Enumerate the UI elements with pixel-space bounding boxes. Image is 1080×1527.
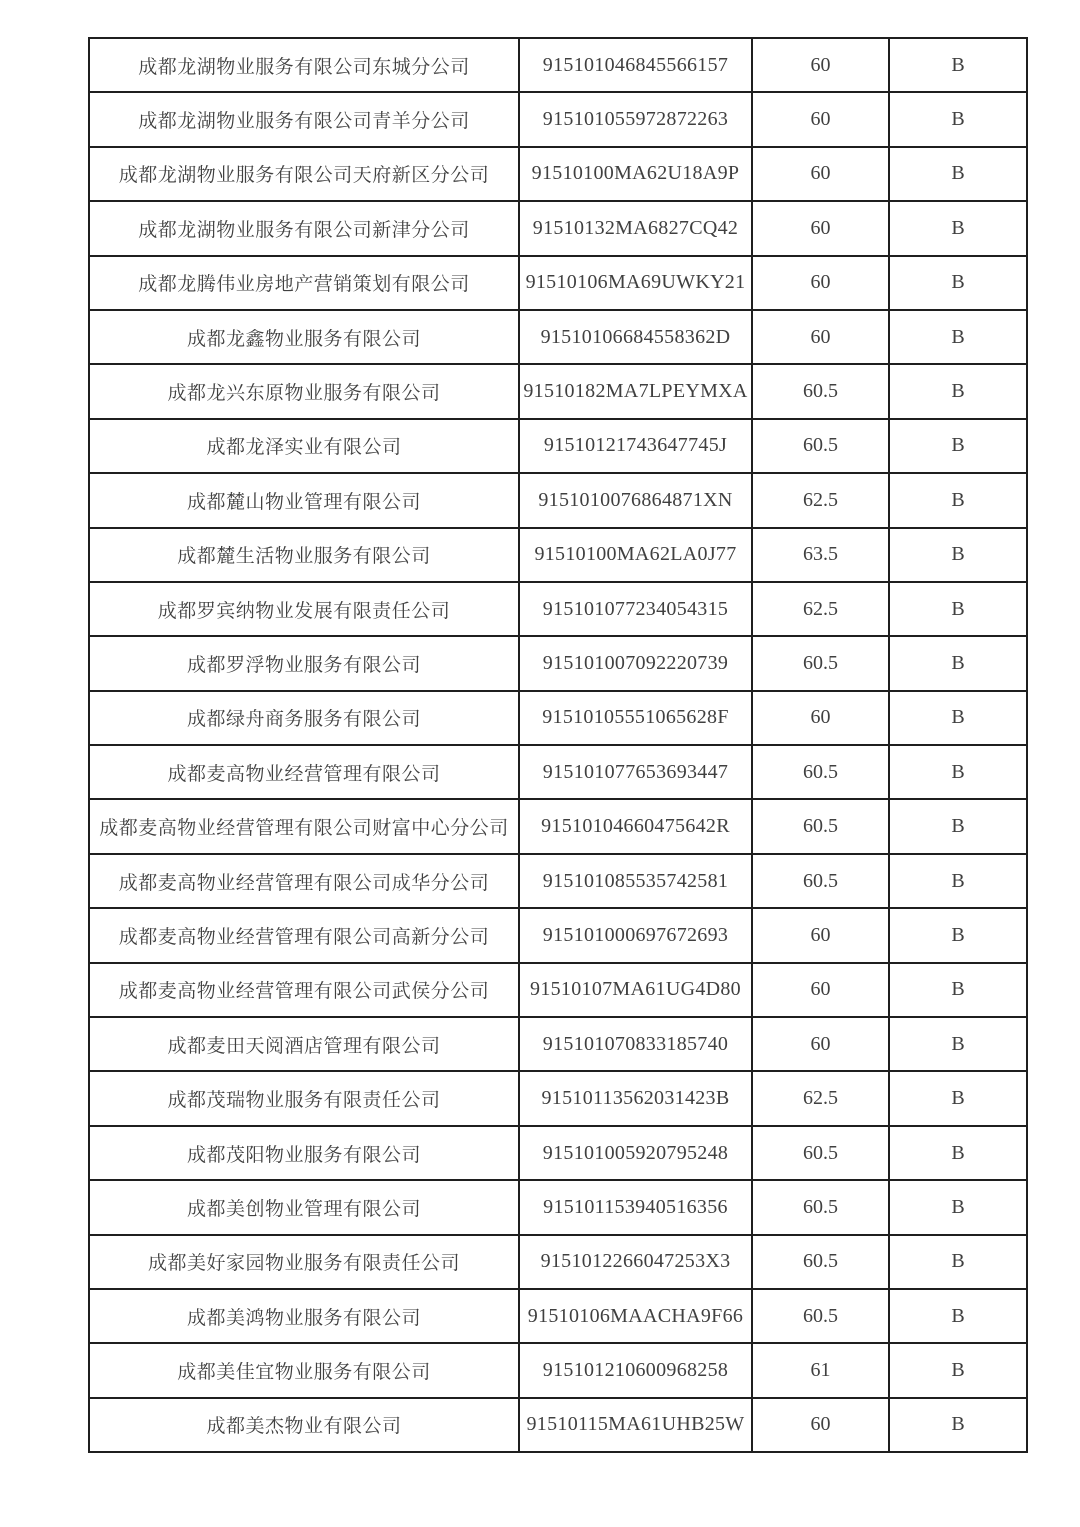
grade-cell: B xyxy=(951,380,965,403)
score-cell: 60 xyxy=(753,148,890,200)
grade-cell: B xyxy=(951,1250,965,1273)
credit-code-cell: 915101077234054315 xyxy=(520,583,753,635)
table-row xyxy=(90,1236,1026,1290)
score-cell: 60.5 xyxy=(753,365,890,417)
table-row xyxy=(90,420,1026,474)
credit-code-cell: 91510100MA62LA0J77 xyxy=(520,529,753,581)
credit-code-cell: 91510113562031423B xyxy=(520,1072,753,1124)
credit-code-cell: 915101000697672693 xyxy=(520,909,753,961)
score-cell: 60 xyxy=(753,202,890,254)
table-row xyxy=(90,1018,1026,1072)
table-row xyxy=(90,1344,1026,1398)
credit-code-cell: 915101153940516356 xyxy=(520,1181,753,1233)
score-cell: 62.5 xyxy=(753,583,890,635)
score-cell: 60.5 xyxy=(753,746,890,798)
company-name-cell: 成都龙腾伟业房地产营销策划有限公司 xyxy=(90,257,520,309)
company-name-cell: 成都麦高物业经营管理有限公司财富中心分公司 xyxy=(90,800,520,852)
credit-code-cell: 91510121743647745J xyxy=(520,420,753,472)
grade-cell: B xyxy=(951,162,965,185)
grade-cell: B xyxy=(951,1413,965,1436)
grade-cell: B xyxy=(951,216,965,239)
grade-cell: B xyxy=(951,760,965,783)
credit-code-cell: 91510115MA61UHB25W xyxy=(520,1399,753,1451)
company-name-cell: 成都美佳宜物业服务有限公司 xyxy=(90,1344,520,1396)
grade-cell: B xyxy=(951,869,965,892)
credit-code-cell: 915101005920795248 xyxy=(520,1127,753,1179)
score-cell: 60 xyxy=(753,964,890,1016)
company-name-cell: 成都龙兴东原物业服务有限公司 xyxy=(90,365,520,417)
score-cell: 60 xyxy=(753,1399,890,1451)
grade-cell: B xyxy=(951,108,965,131)
table-row xyxy=(90,746,1026,800)
credit-code-cell: 91510132MA6827CQ42 xyxy=(520,202,753,254)
score-cell: 60 xyxy=(753,39,890,91)
company-name-cell: 成都麦田天阅酒店管理有限公司 xyxy=(90,1018,520,1070)
table-row xyxy=(90,93,1026,147)
grade-cell: B xyxy=(951,434,965,457)
score-cell: 60 xyxy=(753,257,890,309)
company-name-cell: 成都美创物业管理有限公司 xyxy=(90,1181,520,1233)
table-row xyxy=(90,637,1026,691)
table-row xyxy=(90,964,1026,1018)
company-name-cell: 成都麦高物业经营管理有限公司成华分公司 xyxy=(90,855,520,907)
company-name-cell: 成都美鸿物业服务有限公司 xyxy=(90,1290,520,1342)
company-name-cell: 成都麦高物业经营管理有限公司高新分公司 xyxy=(90,909,520,961)
grade-cell: B xyxy=(951,1141,965,1164)
table-row xyxy=(90,1181,1026,1235)
credit-code-cell: 91510105551065628F xyxy=(520,692,753,744)
credit-code-cell: 91510107MA61UG4D80 xyxy=(520,964,753,1016)
table-row xyxy=(90,148,1026,202)
company-name-cell: 成都龙湖物业服务有限公司天府新区分公司 xyxy=(90,148,520,200)
grade-cell: B xyxy=(951,53,965,76)
score-cell: 60 xyxy=(753,311,890,363)
company-name-cell: 成都美好家园物业服务有限责任公司 xyxy=(90,1236,520,1288)
table-row xyxy=(90,202,1026,256)
company-name-cell: 成都麦高物业经营管理有限公司武侯分公司 xyxy=(90,964,520,1016)
credit-code-cell: 915101070833185740 xyxy=(520,1018,753,1070)
company-name-cell: 成都茂阳物业服务有限公司 xyxy=(90,1127,520,1179)
grade-cell: B xyxy=(951,1359,965,1382)
table-row xyxy=(90,855,1026,909)
credit-code-cell: 91510100MA62U18A9P xyxy=(520,148,753,200)
company-name-cell: 成都麓生活物业服务有限公司 xyxy=(90,529,520,581)
grade-cell: B xyxy=(951,1195,965,1218)
table-row xyxy=(90,800,1026,854)
grade-cell: B xyxy=(951,543,965,566)
company-name-cell: 成都龙鑫物业服务有限公司 xyxy=(90,311,520,363)
company-name-cell: 成都美杰物业有限公司 xyxy=(90,1399,520,1451)
table-row xyxy=(90,909,1026,963)
grade-cell: B xyxy=(951,978,965,1001)
grade-cell: B xyxy=(951,488,965,511)
grade-cell: B xyxy=(951,815,965,838)
company-name-cell: 成都茂瑞物业服务有限责任公司 xyxy=(90,1072,520,1124)
score-cell: 60.5 xyxy=(753,1236,890,1288)
score-cell: 60 xyxy=(753,93,890,145)
score-cell: 61 xyxy=(753,1344,890,1396)
score-cell: 60.5 xyxy=(753,1181,890,1233)
grade-cell: B xyxy=(951,1032,965,1055)
table-row xyxy=(90,692,1026,746)
credit-code-cell: 91510106MA69UWKY21 xyxy=(520,257,753,309)
table-row xyxy=(90,474,1026,528)
company-name-cell: 成都罗宾纳物业发展有限责任公司 xyxy=(90,583,520,635)
credit-code-cell: 915101055972872263 xyxy=(520,93,753,145)
company-name-cell: 成都龙湖物业服务有限公司东城分公司 xyxy=(90,39,520,91)
company-name-cell: 成都罗浮物业服务有限公司 xyxy=(90,637,520,689)
table-row xyxy=(90,1072,1026,1126)
company-name-cell: 成都绿舟商务服务有限公司 xyxy=(90,692,520,744)
grade-cell: B xyxy=(951,271,965,294)
credit-code-cell: 91510106MAACHA9F66 xyxy=(520,1290,753,1342)
score-cell: 60 xyxy=(753,692,890,744)
credit-code-cell: 9151010076864871XN xyxy=(520,474,753,526)
company-rating-table xyxy=(88,37,1028,1453)
score-cell: 60.5 xyxy=(753,420,890,472)
grade-cell: B xyxy=(951,1087,965,1110)
company-name-cell: 成都麓山物业管理有限公司 xyxy=(90,474,520,526)
grade-cell: B xyxy=(951,706,965,729)
table-row xyxy=(90,529,1026,583)
grade-cell: B xyxy=(951,1304,965,1327)
credit-code-cell: 91510106684558362D xyxy=(520,311,753,363)
grade-cell: B xyxy=(951,325,965,348)
score-cell: 62.5 xyxy=(753,474,890,526)
grade-cell: B xyxy=(951,923,965,946)
score-cell: 60 xyxy=(753,1018,890,1070)
table-row xyxy=(90,1399,1026,1451)
table-row xyxy=(90,583,1026,637)
table-row xyxy=(90,311,1026,365)
grade-cell: B xyxy=(951,597,965,620)
credit-code-cell: 915101046845566157 xyxy=(520,39,753,91)
credit-code-cell: 915101007092220739 xyxy=(520,637,753,689)
company-name-cell: 成都龙泽实业有限公司 xyxy=(90,420,520,472)
credit-code-cell: 9151012266047253X3 xyxy=(520,1236,753,1288)
table-row xyxy=(90,1127,1026,1181)
credit-code-cell: 915101085535742581 xyxy=(520,855,753,907)
table-row xyxy=(90,1290,1026,1344)
score-cell: 63.5 xyxy=(753,529,890,581)
credit-code-cell: 91510182MA7LPEYMXA xyxy=(520,365,753,417)
score-cell: 60.5 xyxy=(753,800,890,852)
score-cell: 62.5 xyxy=(753,1072,890,1124)
credit-code-cell: 91510104660475642R xyxy=(520,800,753,852)
score-cell: 60.5 xyxy=(753,1290,890,1342)
score-cell: 60.5 xyxy=(753,637,890,689)
credit-code-cell: 915101210600968258 xyxy=(520,1344,753,1396)
company-name-cell: 成都麦高物业经营管理有限公司 xyxy=(90,746,520,798)
grade-cell: B xyxy=(951,651,965,674)
company-name-cell: 成都龙湖物业服务有限公司新津分公司 xyxy=(90,202,520,254)
company-name-cell: 成都龙湖物业服务有限公司青羊分公司 xyxy=(90,93,520,145)
score-cell: 60.5 xyxy=(753,855,890,907)
table-row xyxy=(90,39,1026,93)
score-cell: 60.5 xyxy=(753,1127,890,1179)
table-row xyxy=(90,257,1026,311)
credit-code-cell: 915101077653693447 xyxy=(520,746,753,798)
table-row xyxy=(90,365,1026,419)
score-cell: 60 xyxy=(753,909,890,961)
